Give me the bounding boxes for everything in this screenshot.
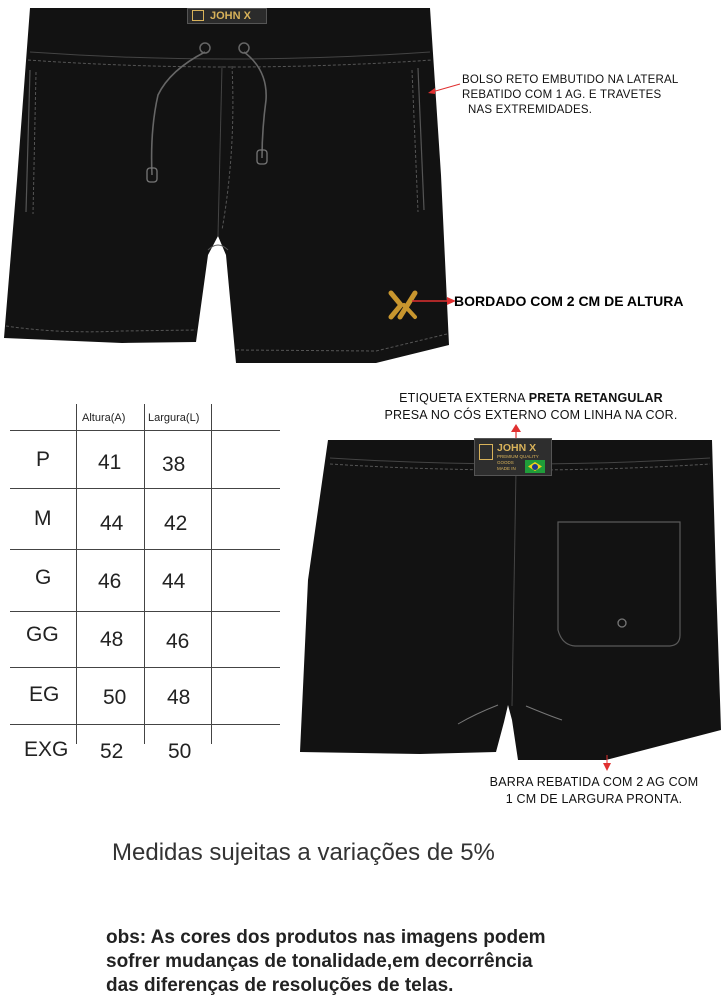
table-divider [10, 611, 280, 612]
back-label-small-2: GOODS [497, 460, 514, 465]
table-cell-largura: 44 [162, 570, 186, 593]
brazil-flag-icon [525, 460, 545, 473]
front-waistband-label [187, 8, 267, 24]
table-cell-size: M [34, 507, 52, 530]
hem-note [466, 774, 722, 808]
table-cell-altura: 50 [103, 686, 127, 709]
table-cell-altura: 44 [100, 512, 124, 535]
table-cell-altura: 48 [100, 628, 124, 651]
pocket-arrow [428, 80, 462, 96]
pocket-note [462, 73, 722, 118]
back-label-icon [479, 444, 493, 460]
obs-line: sofrer mudanças de tonalidade,em decorrência [106, 951, 533, 972]
back-label-note [340, 390, 722, 424]
table-divider [10, 724, 280, 725]
back-shorts-drawing [300, 430, 722, 765]
back-label-note-prefix: ETIQUETA EXTERNA [399, 391, 529, 405]
embroidery-note: BORDADO COM 2 CM DE ALTURA [454, 293, 684, 309]
size-table [10, 404, 280, 776]
hem-note-line: BARRA REBATIDA COM 2 AG COM [489, 775, 699, 789]
back-label-note-line2: PRESA NO CÓS EXTERNO COM LINHA NA COR. [384, 408, 678, 422]
table-divider [76, 404, 77, 744]
back-label-small-1: PREMIUM QUALITY [497, 454, 539, 459]
front-label-brand: JOHN X [210, 10, 251, 22]
table-cell-largura: 46 [166, 630, 190, 653]
table-divider [10, 549, 280, 550]
table-divider [10, 667, 280, 668]
table-cell-size: G [35, 566, 52, 589]
table-header-altura: Altura(A) [82, 412, 126, 424]
hem-note-line: 1 CM DE LARGURA PRONTA. [505, 792, 683, 806]
table-cell-altura: 41 [98, 451, 122, 474]
table-cell-largura: 38 [162, 453, 186, 476]
pocket-note-line: REBATIDO COM 1 AG. E TRAVETES [462, 89, 662, 101]
table-header-largura: Largura(L) [148, 412, 200, 424]
table-cell-largura: 50 [168, 740, 192, 763]
front-label-icon [192, 10, 204, 21]
obs-line: das diferenças de resoluções de telas. [106, 975, 454, 996]
table-cell-largura: 42 [164, 512, 188, 535]
back-label-brand: JOHN X [497, 442, 537, 454]
table-cell-altura: 52 [100, 740, 124, 763]
table-cell-size: EG [29, 683, 60, 706]
pocket-note-line: NAS EXTREMIDADES. [468, 104, 593, 116]
table-cell-altura: 46 [98, 570, 122, 593]
hem-arrow [602, 755, 612, 771]
pocket-note-line: BOLSO RETO EMBUTIDO NA LATERAL [462, 74, 679, 86]
table-divider [211, 404, 212, 744]
embroidery-arrow [412, 296, 456, 306]
table-cell-size: GG [26, 623, 59, 646]
table-divider [10, 430, 280, 431]
back-label-note-bold: PRETA RETANGULAR [528, 391, 663, 405]
table-cell-largura: 48 [167, 686, 191, 709]
table-cell-size: P [36, 448, 51, 471]
obs-line: obs: As cores dos produtos nas imagens podem [106, 927, 546, 948]
back-waistband-label [474, 438, 552, 476]
table-cell-size: EXG [24, 738, 69, 761]
table-divider [10, 488, 280, 489]
back-label-small-3: MADE IN [497, 466, 516, 471]
obs-note [106, 926, 706, 998]
variation-note: Medidas sujeitas a variações de 5% [112, 839, 495, 866]
table-divider [144, 404, 145, 744]
